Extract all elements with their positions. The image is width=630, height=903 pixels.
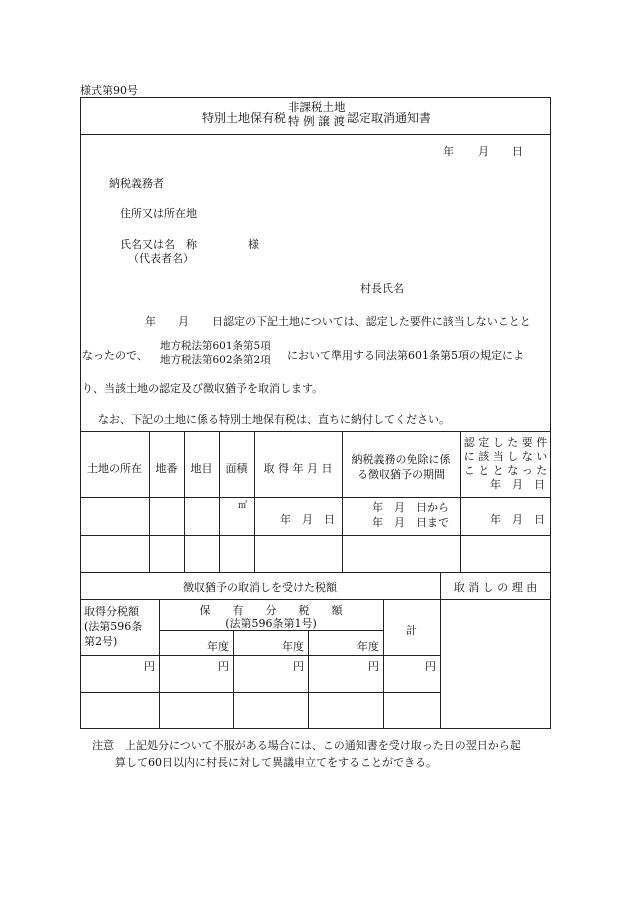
body-line2-prefix: なったので、	[82, 349, 148, 362]
header-lot-number: 地番	[155, 462, 178, 475]
header-land-category: 地目	[190, 462, 213, 475]
area-unit: ㎡	[238, 501, 248, 511]
divider	[219, 431, 220, 572]
divider	[440, 572, 441, 729]
body-line2-suffix: において準用する同法第601条第5項の規定によ	[287, 349, 524, 362]
header-exemption-period-2: る徴収猶予の期間	[357, 468, 445, 481]
title-prefix: 特別土地保有税	[202, 111, 287, 125]
header-area: 面積	[225, 462, 248, 475]
period-from: 年 月 日から	[372, 501, 449, 514]
body-month: 月	[178, 315, 189, 328]
fiscal-year-label: 年度	[282, 640, 304, 653]
law-reference-top: 地方税法第601条第5項	[160, 340, 271, 352]
period-to: 年 月 日まで	[372, 516, 449, 529]
header-location: 土地の所在	[87, 462, 142, 475]
section-header-reason: 取 消 し の 理 由	[453, 581, 538, 594]
yen-unit: 円	[425, 660, 436, 673]
law-reference-bottom: 地方税法第602条第2項	[160, 354, 271, 366]
note-line1: 注意 上記処分について不服がある場合には、この通知書を受け取った日の翌日から起	[92, 739, 521, 752]
date-year: 年	[443, 145, 454, 158]
title-stack-top: 非課税土地	[288, 100, 346, 114]
total-label: 計	[406, 624, 417, 637]
date-month: 月	[478, 145, 489, 158]
body-year: 年	[145, 315, 156, 328]
header-noncompliant-2: に 該 当 し な い	[463, 450, 548, 463]
body-line1: 日認定の下記土地については、認定した要件に該当しないことと	[212, 315, 531, 328]
divider	[184, 431, 185, 572]
divider	[80, 431, 551, 432]
form-number: 様式第90号	[80, 84, 138, 97]
yen-unit: 円	[293, 660, 304, 673]
acquisition-tax-label-3: 第2号)	[84, 635, 118, 648]
divider	[80, 599, 551, 600]
yen-unit: 円	[368, 660, 379, 673]
divider	[80, 655, 440, 656]
yen-unit: 円	[144, 660, 155, 673]
body-line3: り、当該土地の認定及び徴収猶予を取消します。	[82, 382, 324, 395]
divider	[80, 497, 551, 498]
yen-unit: 円	[218, 660, 229, 673]
divider	[80, 572, 551, 573]
divider	[80, 134, 551, 135]
header-noncompliant-3: こ と と な っ た	[463, 464, 548, 477]
acquisition-date-value: 年 月 日	[280, 513, 335, 526]
honorific: 様	[248, 238, 259, 251]
header-noncompliant-date: 年 月 日	[490, 478, 545, 491]
name-label: 氏名又は名 称	[120, 238, 197, 251]
divider	[254, 431, 255, 572]
address-label: 住所又は所在地	[120, 207, 197, 220]
title-suffix: 認定取消通知書	[347, 111, 432, 125]
date-day: 日	[512, 145, 523, 158]
representative-label: （代表者名）	[128, 252, 194, 265]
header-acquisition-date: 取 得 年 月 日	[263, 462, 333, 475]
noncompliant-date-value: 年 月 日	[490, 513, 545, 526]
acquisition-tax-label-1: 取得分税額	[84, 605, 139, 618]
holding-tax-label: 保 有 分 税 額	[199, 604, 343, 617]
header-noncompliant-1: 認 定 し た 要 件	[463, 436, 548, 449]
divider	[149, 431, 150, 572]
holding-tax-law: (法第596条第1号)	[225, 617, 317, 630]
fiscal-year-label: 年度	[207, 640, 229, 653]
divider	[80, 535, 551, 536]
mayor-name-label: 村長氏名	[360, 282, 404, 295]
taxpayer-heading: 納税義務者	[109, 177, 164, 190]
acquisition-tax-label-2: (法第596条	[84, 620, 143, 633]
divider	[80, 692, 440, 693]
section-header-tax-amount: 徴収猶予の取消しを受けた税額	[183, 581, 337, 594]
fiscal-year-label: 年度	[357, 640, 379, 653]
note-line2: 算して60日以内に村長に対して異議申立てをすることができる。	[115, 756, 437, 769]
header-exemption-period-1: 納税義務の免除に係	[351, 453, 451, 466]
title-stack-bottom: 特 例 譲 渡	[288, 114, 345, 128]
body-line4: なお、下記の土地に係る特別土地保有税は、直ちに納付してください。	[98, 413, 450, 426]
